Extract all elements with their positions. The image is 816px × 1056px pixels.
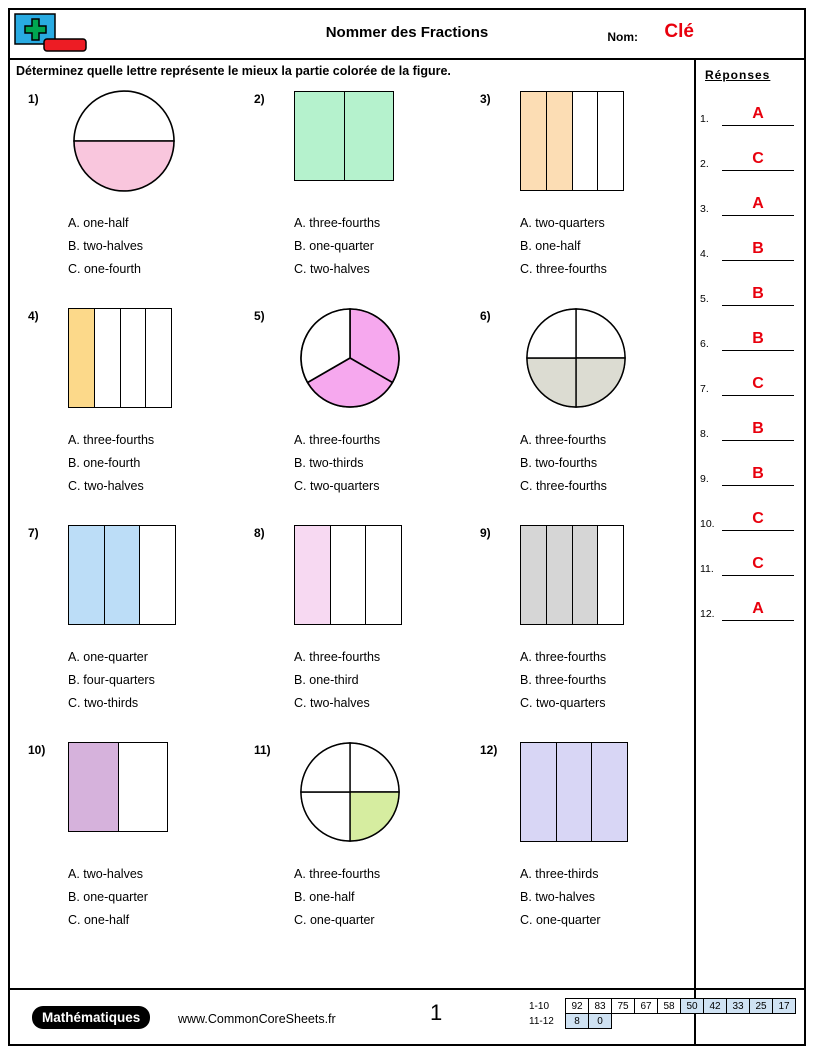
rectangle-part (121, 309, 147, 407)
answer-line (722, 395, 794, 396)
answer-row (700, 131, 800, 171)
fraction-rectangle (294, 91, 394, 181)
rectangle-part (119, 743, 168, 831)
answer-number: 3. (700, 203, 709, 215)
answer-line (722, 215, 794, 216)
answer-line (722, 440, 794, 441)
problem-item (472, 86, 697, 302)
problem-number: 9) (480, 526, 491, 540)
choice-option[interactable]: A. two-quarters (520, 216, 605, 230)
scale-cell: 58 (658, 999, 681, 1014)
name-value: Clé (664, 21, 694, 42)
scale-cell: 92 (566, 999, 589, 1014)
rectangle-part (547, 526, 573, 624)
scale-cell: 42 (704, 999, 727, 1014)
problem-choices (294, 863, 380, 932)
worksheet-page (8, 8, 806, 1046)
answer-line (722, 620, 794, 621)
rectangle-part (573, 92, 599, 190)
scale-row (529, 1014, 796, 1029)
answer-row (700, 401, 800, 441)
problem-choices (68, 646, 155, 715)
rectangle-part (521, 743, 557, 841)
scale-cell: 75 (612, 999, 635, 1014)
problem-choices (68, 863, 148, 932)
choice-option[interactable]: C. one-fourth (68, 262, 141, 276)
answer-number: 9. (700, 473, 709, 485)
name-label: Nom: (607, 30, 638, 44)
rectangle-part (557, 743, 593, 841)
answer-line (722, 170, 794, 171)
choice-option[interactable]: B. one-fourth (68, 456, 141, 470)
problem-figure (294, 520, 414, 640)
answer-row (700, 581, 800, 621)
answer-row (700, 446, 800, 486)
rectangle-part (573, 526, 599, 624)
answer-number: 2. (700, 158, 709, 170)
problem-item (472, 737, 697, 953)
choice-option[interactable]: B. four-quarters (68, 673, 155, 687)
problem-choices (68, 212, 143, 281)
problem-item (20, 520, 245, 736)
choice-option[interactable]: C. three-fourths (520, 262, 607, 276)
problem-number: 10) (28, 743, 46, 757)
choice-option[interactable]: B. one-half (520, 239, 581, 253)
answer-number: 10. (700, 518, 715, 530)
rectangle-part (345, 92, 394, 180)
problem-figure (68, 520, 188, 640)
answer-number: 1. (700, 113, 709, 125)
answer-line (722, 125, 794, 126)
rectangle-part (331, 526, 367, 624)
problem-choices (520, 212, 607, 281)
answer-value: C (752, 150, 764, 167)
fraction-rectangle (68, 742, 168, 832)
problem-number: 1) (28, 92, 39, 106)
problem-figure (520, 520, 640, 640)
scale-cell: 8 (566, 1014, 589, 1029)
choice-option[interactable]: C. two-halves (294, 262, 370, 276)
scale-cell: 25 (750, 999, 773, 1014)
rectangle-part (95, 309, 121, 407)
answers-column (694, 60, 804, 1044)
problem-item (246, 737, 471, 953)
choice-option[interactable]: B. two-thirds (294, 456, 364, 470)
fraction-circle (294, 303, 406, 413)
fraction-rectangle (294, 525, 402, 625)
fraction-circle (294, 737, 406, 847)
fraction-rectangle (520, 525, 624, 625)
choice-option[interactable]: A. three-fourths (294, 867, 381, 881)
problem-number: 4) (28, 309, 39, 323)
answer-row (700, 491, 800, 531)
choice-option[interactable]: B. one-quarter (68, 890, 148, 904)
problem-figure (520, 737, 640, 857)
problem-item (246, 86, 471, 302)
choice-option[interactable]: C. two-halves (68, 479, 144, 493)
answer-value: C (752, 555, 764, 572)
answer-line (722, 485, 794, 486)
choice-option[interactable]: A. three-fourths (294, 650, 381, 664)
problem-figure (68, 303, 188, 423)
answer-value: C (752, 375, 764, 392)
answer-row (700, 221, 800, 261)
answer-number: 7. (700, 383, 709, 395)
rectangle-part (105, 526, 141, 624)
answer-value: B (752, 330, 764, 347)
page-number: 1 (430, 1000, 443, 1025)
problem-figure (68, 737, 188, 857)
choice-option[interactable]: B. two-halves (520, 890, 596, 904)
answer-value: A (752, 105, 764, 122)
problem-figure (294, 303, 414, 423)
choice-option[interactable]: B. two-fourths (520, 456, 598, 470)
choice-option[interactable]: B. two-halves (68, 239, 144, 253)
rectangle-part (521, 526, 547, 624)
problem-number: 8) (254, 526, 265, 540)
problem-item (472, 303, 697, 519)
choice-option[interactable]: A. one-half (68, 216, 129, 230)
answer-value: B (752, 420, 764, 437)
problem-choices (520, 646, 606, 715)
choice-option[interactable]: C. two-thirds (68, 696, 139, 710)
page-title: Nommer des Fractions (325, 24, 489, 41)
choice-option[interactable]: A. three-fourths (520, 433, 607, 447)
rectangle-part (295, 526, 331, 624)
rectangle-part (69, 743, 119, 831)
answer-value: A (752, 195, 764, 212)
scale-cell: 17 (773, 999, 796, 1014)
scale-cell: 67 (635, 999, 658, 1014)
problem-item (246, 520, 471, 736)
answer-line (722, 305, 794, 306)
answer-row (700, 176, 800, 216)
problem-item (20, 303, 245, 519)
answer-value: A (752, 600, 764, 617)
problem-item (472, 520, 697, 736)
answer-number: 6. (700, 338, 709, 350)
scale-cell: 83 (589, 999, 612, 1014)
choice-option[interactable]: A. three-fourths (520, 650, 607, 664)
rectangle-part (295, 92, 345, 180)
choice-option[interactable]: A. two-halves (68, 867, 144, 881)
problem-item (246, 303, 471, 519)
page-header (10, 10, 804, 60)
scale-row (529, 999, 796, 1014)
site-url: www.CommonCoreSheets.fr (178, 1012, 336, 1026)
scale-cell: 50 (681, 999, 704, 1014)
answer-value: B (752, 285, 764, 302)
rectangle-part (366, 526, 401, 624)
fraction-circle (520, 303, 632, 413)
answer-row (700, 266, 800, 306)
choice-option[interactable]: A. three-fourths (294, 433, 381, 447)
answer-value: B (752, 240, 764, 257)
rectangle-part (521, 92, 547, 190)
answer-line (722, 530, 794, 531)
answer-row (700, 356, 800, 396)
choice-option[interactable]: C. one-quarter (520, 913, 601, 927)
fraction-rectangle (68, 308, 172, 408)
problem-choices (294, 212, 380, 281)
rectangle-part (598, 526, 623, 624)
choice-option[interactable]: C. two-quarters (294, 479, 380, 493)
choice-option[interactable]: C. one-quarter (294, 913, 375, 927)
fraction-rectangle (520, 742, 628, 842)
scale-cell: 0 (589, 1014, 612, 1029)
rectangle-part (598, 92, 623, 190)
answer-line (722, 350, 794, 351)
problem-number: 5) (254, 309, 265, 323)
problem-item (20, 86, 245, 302)
rectangle-part (69, 526, 105, 624)
answer-line (722, 260, 794, 261)
choice-option[interactable]: B. one-half (294, 890, 355, 904)
choice-option[interactable]: C. three-fourths (520, 479, 607, 493)
choice-option[interactable]: C. two-halves (294, 696, 370, 710)
problem-number: 7) (28, 526, 39, 540)
scale-cell: 33 (727, 999, 750, 1014)
choice-option[interactable]: C. two-quarters (520, 696, 606, 710)
rectangle-part (547, 92, 573, 190)
problem-choices (520, 863, 601, 932)
choice-option[interactable]: B. one-third (294, 673, 359, 687)
answers-title: Réponses (705, 68, 771, 82)
fraction-rectangle (68, 525, 176, 625)
problem-item (20, 737, 245, 953)
choice-option[interactable]: A. three-thirds (520, 867, 599, 881)
answer-number: 8. (700, 428, 709, 440)
problem-number: 2) (254, 92, 265, 106)
answer-number: 4. (700, 248, 709, 260)
fraction-rectangle (520, 91, 624, 191)
choice-option[interactable]: A. three-fourths (294, 216, 381, 230)
problem-figure (294, 737, 414, 857)
grading-scale (529, 998, 796, 1029)
answer-line (722, 575, 794, 576)
problem-figure (294, 86, 414, 206)
problem-number: 3) (480, 92, 491, 106)
subject-badge: Mathématiques (32, 1006, 150, 1029)
choice-option[interactable]: A. three-fourths (68, 433, 155, 447)
choice-option[interactable]: A. one-quarter (68, 650, 148, 664)
answer-number: 12. (700, 608, 715, 620)
answer-row (700, 86, 800, 126)
problems-grid (10, 86, 694, 984)
rectangle-part (140, 526, 175, 624)
answer-row (700, 311, 800, 351)
scale-row-label: 11-12 (529, 1015, 554, 1027)
answer-value: C (752, 510, 764, 527)
choice-option[interactable]: C. one-half (68, 913, 130, 927)
answer-number: 5. (700, 293, 709, 305)
rectangle-part (592, 743, 627, 841)
rectangle-part (69, 309, 95, 407)
problem-choices (294, 429, 380, 498)
answer-row (700, 536, 800, 576)
problem-figure (520, 86, 640, 206)
problem-number: 6) (480, 309, 491, 323)
page-footer (10, 988, 804, 1044)
problem-choices (294, 646, 380, 715)
answer-value: B (752, 465, 764, 482)
instructions: Déterminez quelle lettre représente le mieux la partie colorée de la figure. (16, 64, 451, 78)
answer-number: 11. (700, 563, 714, 575)
problem-number: 12) (480, 743, 498, 757)
problem-choices (520, 429, 607, 498)
scale-row-label: 1-10 (529, 1000, 550, 1012)
problem-figure (520, 303, 640, 423)
problem-number: 11) (254, 743, 271, 757)
choice-option[interactable]: B. one-quarter (294, 239, 374, 253)
problem-choices (68, 429, 154, 498)
problem-figure (68, 86, 188, 206)
choice-option[interactable]: B. three-fourths (520, 673, 607, 687)
fraction-circle (68, 86, 180, 196)
rectangle-part (146, 309, 171, 407)
